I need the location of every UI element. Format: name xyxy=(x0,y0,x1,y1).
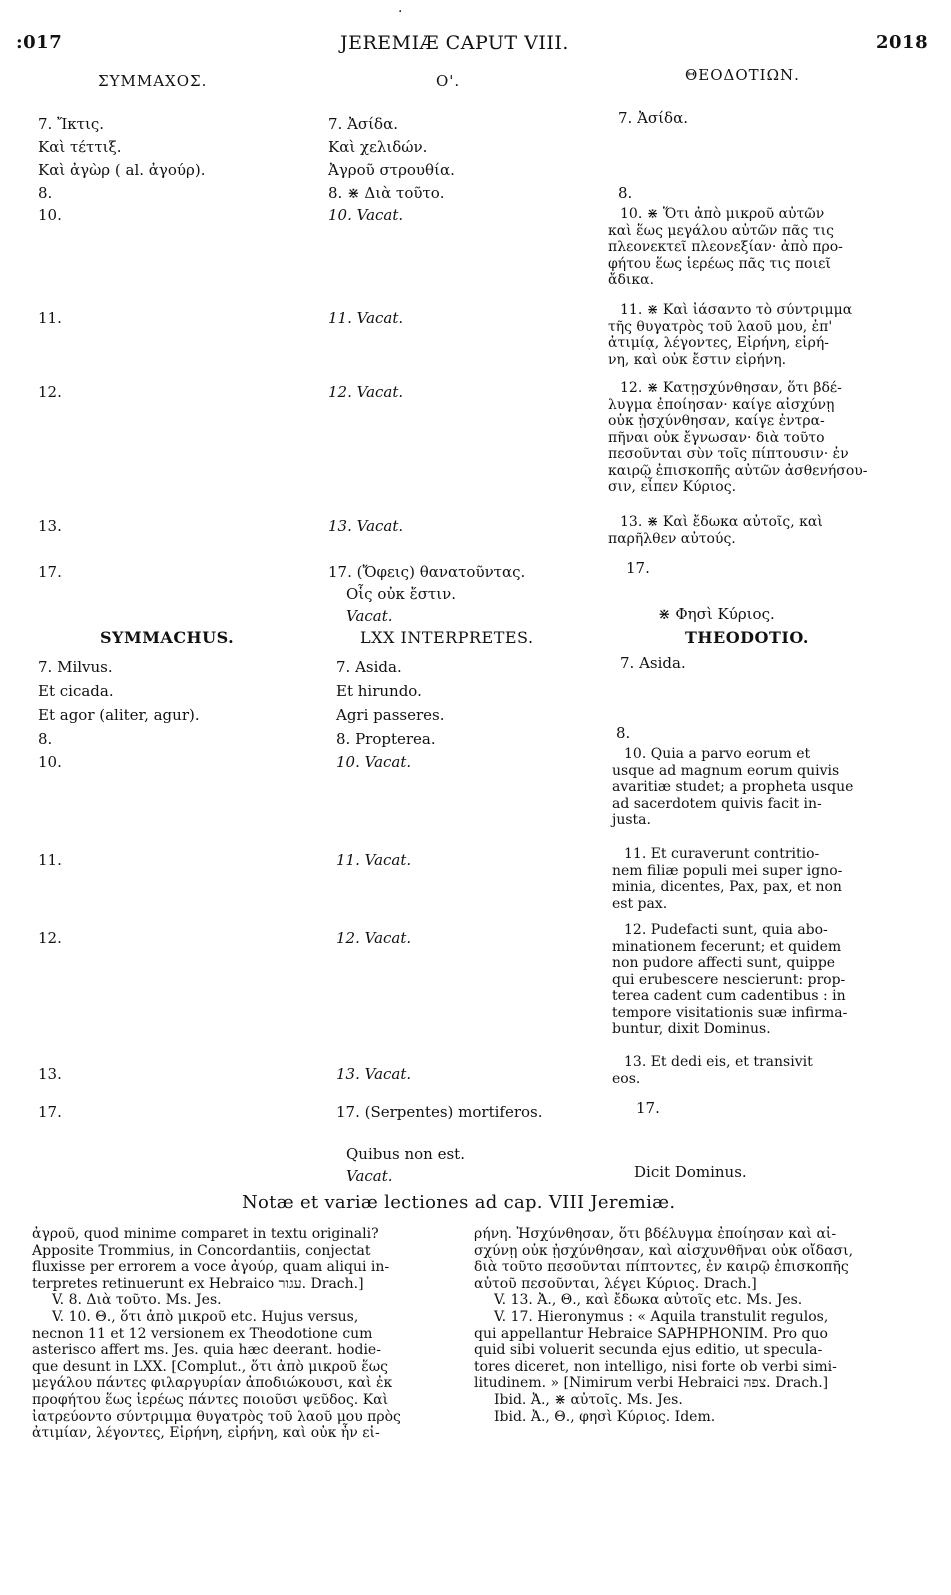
note-line: V. 17. Hieronymus : « Aquila transtulit regulos, xyxy=(494,1308,829,1325)
right-page-number: 2018 xyxy=(876,32,929,53)
note-line: que desunt in LXX. [Complut., ὅτι ἀπὸ μικροῦ ἕως xyxy=(32,1358,389,1375)
greek-theo-v12: 12. ⋇ Κατῃσχύνθησαν, ὅτι βδέ- λυγμα ἐποίησαν· καίγε αἰσχύνῃ οὐκ ᾐσχύνθησαν, καίγε ἐντρα- πῆναι οὐκ ἔγνωσαν· διὰ τοῦτο πεσοῦνται σὺν τοῖς πίπτουσιν· ἐν καιρῷ ἐπισκοπῆς αὐτῶν ἀσθενήσου- σιν, εἶπεν Κύριος. xyxy=(608,380,868,495)
note-line: σχύνῃ οὐκ ᾐσχύνθησαν, καὶ αἰσχυνθῆναι οὐκ οἴδασι, xyxy=(474,1242,854,1259)
note-line: ἀτιμίαν, λέγοντες, Εἰρήνη, εἰρήνη, καὶ οὐκ ἦν εἰ- xyxy=(32,1425,380,1442)
latin-sym-line: 12. xyxy=(38,929,62,947)
greek-sym-line: 17. xyxy=(38,563,62,581)
note-line: Apposite Trommius, in Concordantiis, conjectat xyxy=(32,1242,371,1259)
latin-sym-line: 10. xyxy=(38,753,62,771)
greek-theo-v13: 13. ⋇ Καὶ ἔδωκα αὐτοῖς, καὶ παρῆλθεν αὐτούς. xyxy=(608,514,823,547)
greek-theo-line: 17. xyxy=(626,559,650,577)
latin-lxx-line: Vacat. xyxy=(346,1167,393,1185)
latin-lxx-line: 7. Asida. xyxy=(336,658,402,676)
latin-lxx-header: LXX INTERPRETES. xyxy=(360,628,534,647)
note-line: V. 13. Ἀ., Θ., καὶ ἔδωκα αὐτοῖς etc. Ms. Jes. xyxy=(494,1292,803,1309)
greek-lxx-line: 13. Vacat. xyxy=(328,517,404,535)
greek-symmachus-header: ΣΥΜΜΑΧΟΣ. xyxy=(98,72,208,90)
greek-lxx-line: 12. Vacat. xyxy=(328,383,404,401)
page-dot: · xyxy=(398,4,403,20)
notes-title: Notæ et variæ lectiones ad cap. VIII Jeremiæ. xyxy=(242,1192,676,1213)
note-line: ρήνη. Ἠσχύνθησαν, ὅτι βδέλυγμα ἐποίησαν καὶ αἰ- xyxy=(474,1226,837,1242)
latin-sym-line: 17. xyxy=(38,1103,62,1121)
greek-theodotion-header: ΘΕΟΔΟΤΙΩΝ. xyxy=(685,66,800,84)
running-title: JEREMIÆ CAPUT VIII. xyxy=(340,32,569,54)
greek-sym-line: 13. xyxy=(38,517,62,535)
greek-theo-v10: 10. ⋇ Ὅτι ἀπὸ μικροῦ αὐτῶν καὶ ἕως μεγάλου αὐτῶν πᾶς τις πλεονεκτεῖ πλεονεξίαν· ἀπὸ προ- φήτου ἕως ἱερέως πᾶς τις ποιεῖ ἄδικα. xyxy=(608,206,843,288)
note-line: μεγάλου πάντες φιλαργυρίαν ἀποδιώκουσι, καὶ ἐκ xyxy=(32,1375,393,1392)
greek-lxx-line: 7. Ἀσίδα. xyxy=(328,115,398,133)
latin-sym-line: Et agor (aliter, agur). xyxy=(38,706,200,724)
latin-symmachus-header: SYMMACHUS. xyxy=(100,628,235,647)
note-line: Ibid. Ἀ., Θ., φησὶ Κύριος. Idem. xyxy=(494,1408,716,1425)
greek-theo-line: 7. Ἀσίδα. xyxy=(618,109,688,127)
latin-lxx-line: Quibus non est. xyxy=(346,1145,465,1163)
notes-right-column xyxy=(474,1226,853,1425)
latin-lxx-line: 17. (Serpentes) mortiferos. xyxy=(336,1103,543,1121)
latin-lxx-line: 13. Vacat. xyxy=(336,1065,412,1083)
note-line: V. 10. Θ., ὅτι ἀπὸ μικροῦ etc. Hujus versus, xyxy=(52,1308,359,1325)
latin-sym-line: 8. xyxy=(38,730,53,748)
latin-sym-line: 7. Milvus. xyxy=(38,658,113,676)
note-line: qui appellantur Hebraice SAPHPHONIM. Pro quo xyxy=(474,1325,828,1342)
greek-sym-line: 12. xyxy=(38,383,62,401)
latin-lxx-line: 10. Vacat. xyxy=(336,753,412,771)
latin-sym-line: 13. xyxy=(38,1065,62,1083)
latin-lxx-line: 12. Vacat. xyxy=(336,929,412,947)
note-line: terpretes retinuerunt ex Hebraico עגור. Drach.] xyxy=(32,1275,364,1292)
note-line: Ibid. Ἀ., ⋇ αὐτοῖς. Ms. Jes. xyxy=(494,1391,683,1408)
notes-left-column xyxy=(32,1226,401,1442)
latin-theo-v10: 10. Quia a parvo eorum et usque ad magnum eorum quivis avaritiæ studet; a propheta usque ad sacerdotem quivis facit in- justa. xyxy=(612,746,854,828)
greek-theo-line: ⋇ Φησὶ Κύριος. xyxy=(658,605,775,623)
greek-lxx-header: Ο'. xyxy=(436,72,461,90)
greek-sym-line: 11. xyxy=(38,309,62,327)
greek-lxx-line: Καὶ χελιδών. xyxy=(328,138,428,156)
note-line: V. 8. Διὰ τοῦτο. Ms. Jes. xyxy=(52,1292,222,1309)
greek-lxx-line: 17. (Ὄφεις) θανατοῦντας. xyxy=(328,563,526,581)
greek-lxx-line: 11. Vacat. xyxy=(328,309,404,327)
note-line: ἰατρεύοντο σύντριμμα θυγατρὸς τοῦ λαοῦ μου πρὸς xyxy=(32,1408,401,1425)
greek-sym-line: 7. Ἴκτις. xyxy=(38,115,104,133)
note-line: asterisco affert ms. Jes. quia hæc deerant. hodie- xyxy=(32,1342,381,1359)
note-line: tores diceret, non intelligo, nisi forte ob verbi simi- xyxy=(474,1358,837,1375)
latin-theo-v12: 12. Pudefacti sunt, quia abo- minationem fecerunt; et quidem non pudore affecti sunt, quippe qui erubescere nescierunt: prop- terea cadent cum cadentibus : in tempore visitationis suæ infirma- buntur, dixit Dominus. xyxy=(612,922,848,1037)
note-line: fluxisse per errorem a voce ἀγούρ, quam aliqui in- xyxy=(32,1259,390,1276)
left-page-number: :017 xyxy=(16,32,63,53)
note-line: αὐτοῦ πεσοῦνται, λέγει Κύριος. Drach.] xyxy=(474,1275,757,1292)
greek-theo-v11: 11. ⋇ Καὶ ἰάσαντο τὸ σύντριμμα τῆς θυγατρὸς τοῦ λαοῦ μου, ἐπ' ἀτιμίᾳ, λέγοντες, Εἰρήνη, εἰρή- νη, καὶ οὐκ ἔστιν εἰρήνη. xyxy=(608,302,853,368)
greek-sym-line: 10. xyxy=(38,206,62,224)
latin-theo-v13: 13. Et dedi eis, et transivit eos. xyxy=(612,1054,813,1087)
latin-lxx-line: Agri passeres. xyxy=(336,706,445,724)
note-line: quid sibi voluerit secunda ejus editio, ut specula- xyxy=(474,1342,823,1359)
latin-sym-line: 11. xyxy=(38,851,62,869)
latin-theo-v11: 11. Et curaverunt contritio- nem filiæ populi mei super igno- minia, dicentes, Pax, pax, et non est pax. xyxy=(612,846,843,912)
greek-theo-line: 8. xyxy=(618,184,633,202)
note-line: ἀγροῦ, quod minime comparet in textu originali? xyxy=(32,1226,379,1242)
greek-lxx-line: Ἀγροῦ στρουθία. xyxy=(328,161,455,179)
latin-lxx-line: 11. Vacat. xyxy=(336,851,412,869)
note-line: διὰ τοῦτο πεσοῦνται πίπτοντες, ἐν καιρῷ ἐπισκοπῆς xyxy=(474,1259,849,1276)
greek-lxx-line: Οἷς οὐκ ἔστιν. xyxy=(346,585,456,603)
note-line: προφήτου ἕως ἱερέως πάντες ποιοῦσι ψεῦδος. Καὶ xyxy=(32,1391,389,1408)
latin-theo-line: 7. Asida. xyxy=(620,654,686,672)
latin-lxx-line: Et hirundo. xyxy=(336,682,422,700)
latin-lxx-line: 8. Propterea. xyxy=(336,730,436,748)
greek-lxx-line: 8. ⋇ Διὰ τοῦτο. xyxy=(328,184,445,202)
greek-sym-line: Καὶ τέττιξ. xyxy=(38,138,122,156)
latin-theodotion-header: THEODOTIO. xyxy=(685,628,809,647)
latin-theo-line: 8. xyxy=(616,724,631,742)
latin-theo-line: Dicit Dominus. xyxy=(634,1163,747,1181)
greek-sym-line: Καὶ ἀγὼρ ( al. ἀγούρ). xyxy=(38,161,206,179)
greek-sym-line: 8. xyxy=(38,184,53,202)
note-line: necnon 11 et 12 versionem ex Theodotione cum xyxy=(32,1325,373,1342)
note-line: litudinem. » [Nimirum verbi Hebraici צפה. Drach.] xyxy=(474,1375,829,1392)
greek-lxx-line: Vacat. xyxy=(346,607,393,625)
latin-sym-line: Et cicada. xyxy=(38,682,114,700)
latin-theo-line: 17. xyxy=(636,1099,660,1117)
greek-lxx-line: 10. Vacat. xyxy=(328,206,404,224)
